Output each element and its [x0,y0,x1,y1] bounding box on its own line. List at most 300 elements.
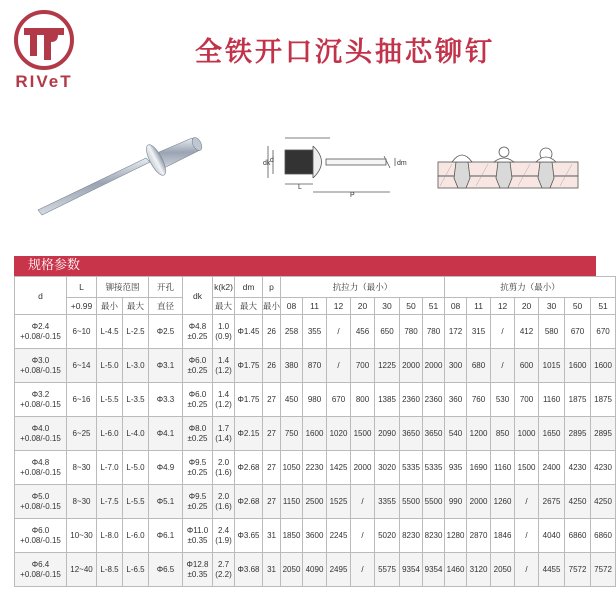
table-cell [565,383,591,417]
head-height-alt: (1.6) [215,467,232,477]
rivet-figures [0,118,600,228]
header-d: d [15,277,67,315]
table-cell [400,451,423,485]
table-cell [539,349,565,383]
page-title: 全铁开口沉头抽芯铆钉 [195,37,495,68]
table-cell [327,485,351,519]
diameter-tolerance: +0.08/-0.15 [20,365,61,375]
tensile-value: 1150 [282,496,301,506]
tensile-value: 980 [307,394,322,404]
table-cell [123,349,149,383]
brand-name: RIVeT [15,72,73,91]
table-cell [15,519,67,553]
head-height: 1.4 [217,389,230,399]
hole-diameter: Φ6.1 [156,530,175,540]
table-cell [491,315,515,349]
tensile-value: 700 [355,360,370,370]
head-height-alt: (1.2) [215,365,232,375]
shear-value: 1160 [542,394,561,404]
table-cell [97,315,123,349]
table-cell [591,417,616,451]
table-cell [183,553,213,587]
diagram-label-d: d [270,157,274,164]
hole-diameter: Φ4.1 [156,428,175,438]
table-cell [183,383,213,417]
table-cell [400,553,423,587]
head-height: 2.4 [217,525,230,535]
table-cell [303,383,327,417]
header-hole: 开孔 [149,277,183,298]
table-cell [515,519,539,553]
table-cell [235,553,263,587]
header-tensile: 抗拉力（最小） [281,277,445,298]
hole-diameter: Φ3.3 [156,394,175,404]
shear-value: 1600 [594,360,612,370]
grip-max: L-6.0 [126,530,145,540]
table-cell [67,451,97,485]
mandrel-diameter: Φ1.45 [237,326,260,336]
diameter-tolerance: +0.08/-0.15 [20,501,61,511]
table-cell [303,553,327,587]
shear-value: 600 [519,360,534,370]
tensile-value: 3355 [378,496,396,506]
shear-value: 1160 [493,462,512,472]
tensile-value: 5020 [378,530,396,540]
table-cell [149,417,183,451]
tensile-value: 8230 [424,530,443,540]
table-cell [539,417,565,451]
table-cell [467,553,491,587]
table-cell [565,519,591,553]
grip-max: L-3.5 [126,394,145,404]
table-cell [15,315,67,349]
shear-value: 1650 [542,428,561,438]
shear-value: 2895 [594,428,612,438]
tensile-value: 5335 [402,462,420,472]
table-cell [149,383,183,417]
head-tolerance: ±0.25 [187,399,208,409]
table-cell [263,485,281,519]
length-range: 6~25 [72,428,91,438]
shear-value: 7572 [568,564,587,574]
table-cell [467,485,491,519]
table-cell [491,519,515,553]
table-cell [591,553,616,587]
table-cell [445,485,467,519]
brand-logo [8,8,80,92]
table-cell [445,451,467,485]
tensile-value: 4090 [305,564,324,574]
table-cell [281,553,303,587]
tensile-value: 9354 [402,564,420,574]
table-cell [423,417,445,451]
tensile-value: / [337,360,340,370]
head-height-alt: (1.2) [215,399,232,409]
table-cell [149,451,183,485]
tensile-value: 1850 [282,530,301,540]
head-diameter: Φ11.0 [186,525,209,535]
table-cell [235,451,263,485]
subheader-cell: 08 [445,298,467,315]
table-cell [183,451,213,485]
tensile-value: 2360 [402,394,420,404]
mandrel-diameter: Φ3.68 [237,564,260,574]
shear-value: 680 [471,360,486,370]
table-row [15,349,616,383]
table-cell [327,315,351,349]
mandrel-length: 31 [267,530,276,540]
table-cell [327,417,351,451]
tensile-value: 1020 [329,428,348,438]
tensile-value: 2495 [329,564,348,574]
shear-value: 580 [544,326,559,336]
table-row [15,383,616,417]
subheader-cell: 50 [400,298,423,315]
table-row [15,451,616,485]
table-cell [351,383,375,417]
grip-min: L-6.0 [100,428,119,438]
tensile-value: 450 [284,394,299,404]
subheader-cell: 12 [327,298,351,315]
table-cell [213,519,235,553]
shear-value: 4455 [542,564,561,574]
table-cell [400,485,423,519]
head-tolerance: ±0.25 [187,433,208,443]
diameter-value: Φ4.8 [31,457,50,467]
tensile-value: 355 [307,326,322,336]
head-height: 1.4 [217,355,230,365]
shear-value: 1690 [469,462,488,472]
table-cell [123,315,149,349]
grip-min: L-5.5 [100,394,119,404]
table-cell [235,417,263,451]
shear-value: 1875 [568,394,587,404]
tensile-value: 3650 [402,428,420,438]
table-cell [123,519,149,553]
table-cell [183,315,213,349]
tensile-value: 800 [355,394,370,404]
shear-value: 172 [448,326,463,336]
table-cell [467,315,491,349]
diameter-tolerance: +0.08/-0.15 [20,467,61,477]
table-cell [375,417,400,451]
shear-value: / [501,326,504,336]
table-cell [123,417,149,451]
mandrel-length: 27 [267,428,276,438]
header-p: p [263,277,281,298]
table-cell [515,383,539,417]
shear-value: 1500 [517,462,536,472]
hole-diameter: Φ2.5 [156,326,175,336]
shear-value: / [525,496,528,506]
subheader-cell: 51 [591,298,616,315]
tensile-value: 780 [426,326,441,336]
table-cell [15,383,67,417]
subheader-cell: 最小 [263,298,281,315]
shear-value: 700 [519,394,534,404]
table-cell [423,349,445,383]
subheader-cell: 12 [491,298,515,315]
rivet-installation-diagram [438,147,578,188]
table-cell [515,485,539,519]
subheader-cell: 最小 [97,298,123,315]
table-cell [15,349,67,383]
table-row [15,315,616,349]
table-cell [303,349,327,383]
shear-value: 4230 [594,462,612,472]
mandrel-diameter: Φ1.75 [237,360,260,370]
tensile-value: 870 [307,360,322,370]
table-cell [235,485,263,519]
table-cell [67,315,97,349]
tensile-value: 2050 [282,564,301,574]
table-cell [67,553,97,587]
table-cell [213,383,235,417]
table-cell [423,519,445,553]
table-cell [67,349,97,383]
table-cell [351,349,375,383]
table-cell [67,417,97,451]
table-cell [123,485,149,519]
shear-value: 412 [519,326,534,336]
tensile-value: 2500 [305,496,324,506]
head-height-alt: (1.9) [215,535,232,545]
tensile-value: 3600 [305,530,324,540]
subheader-cell: 51 [423,298,445,315]
grip-min: L-7.0 [100,462,119,472]
table-cell [303,417,327,451]
tensile-value: 9354 [424,564,443,574]
head-height: 2.0 [217,457,230,467]
table-cell [423,315,445,349]
table-row [15,417,616,451]
spec-section-title: 规格参数 [14,256,596,276]
table-cell [467,417,491,451]
diameter-value: Φ4.0 [31,423,50,433]
diameter-value: Φ6.4 [31,559,50,569]
mandrel-length: 31 [267,564,276,574]
mandrel-length: 26 [267,326,276,336]
table-cell [423,485,445,519]
table-cell [565,315,591,349]
table-cell [263,417,281,451]
shear-value: 2675 [542,496,561,506]
subheader-cell: 最大 [213,298,235,315]
table-cell [123,451,149,485]
subheader-cell: 30 [539,298,565,315]
table-cell [123,383,149,417]
table-cell [423,383,445,417]
table-cell [263,383,281,417]
table-cell [183,519,213,553]
head-tolerance: ±0.25 [187,365,208,375]
table-cell [423,451,445,485]
table-cell [400,519,423,553]
table-row [15,485,616,519]
grip-max: L-6.5 [126,564,145,574]
shear-value: 670 [570,326,585,336]
tensile-value: / [337,326,340,336]
tensile-value: 8230 [402,530,420,540]
table-cell [491,451,515,485]
tensile-value: / [361,530,364,540]
table-cell [213,349,235,383]
head-height: 2.0 [217,491,230,501]
table-cell [375,553,400,587]
table-cell [149,315,183,349]
shear-value: 530 [495,394,510,404]
shear-value: / [501,360,504,370]
length-range: 8~30 [72,462,91,472]
head-height-alt: (2.2) [215,569,232,579]
shear-value: 2050 [493,564,512,574]
table-cell [351,417,375,451]
table-cell [183,417,213,451]
table-cell [351,485,375,519]
table-cell [565,553,591,587]
tensile-value: 780 [404,326,418,336]
table-cell [67,519,97,553]
table-cell [515,417,539,451]
diagram-label-dk: dk [263,160,271,167]
tensile-value: 750 [284,428,299,438]
table-cell [149,519,183,553]
shear-value: 2000 [469,496,488,506]
table-cell [515,349,539,383]
shear-value: 300 [448,360,463,370]
head-tolerance: ±0.25 [187,331,208,341]
table-cell [445,519,467,553]
mandrel-diameter: Φ2.15 [237,428,260,438]
table-cell [263,315,281,349]
shear-value: 3120 [469,564,488,574]
table-cell [213,553,235,587]
shear-value: 1280 [446,530,465,540]
tensile-value: 2245 [329,530,348,540]
table-cell [445,553,467,587]
table-cell [491,383,515,417]
shear-value: 6860 [568,530,587,540]
header-dk: dk [183,277,213,315]
head-diameter: Φ4.8 [188,321,207,331]
diameter-tolerance: +0.08/-0.15 [20,399,61,409]
tensile-value: 2230 [305,462,324,472]
shear-value: 1000 [517,428,536,438]
table-cell [149,349,183,383]
tensile-value: 1425 [329,462,348,472]
diameter-tolerance: +0.08/-0.15 [20,331,61,341]
table-cell [97,349,123,383]
shear-value: 4040 [542,530,561,540]
shear-value: 670 [596,326,610,336]
tensile-value: 5500 [402,496,420,506]
tensile-value: 2360 [424,394,443,404]
subheader-cell: 最大 [123,298,149,315]
table-cell [281,315,303,349]
table-cell [303,519,327,553]
table-cell [591,315,616,349]
table-cell [213,485,235,519]
subheader-cell: +0.99 [67,298,97,315]
hole-diameter: Φ4.9 [156,462,175,472]
table-cell [375,315,400,349]
tensile-value: 5335 [424,462,443,472]
tensile-value: 1500 [353,428,372,438]
diagram-label-dm: dm [397,160,407,167]
header-k: k(k2) [213,277,235,298]
shear-value: 1460 [446,564,465,574]
shear-value: 540 [448,428,463,438]
head-diameter: Φ9.5 [188,457,207,467]
diameter-value: Φ3.2 [31,389,50,399]
spec-table-section [14,256,612,587]
table-cell [565,417,591,451]
table-cell [467,519,491,553]
table-cell [491,349,515,383]
table-cell [467,383,491,417]
shear-value: 4250 [594,496,612,506]
rivet-technical-drawing [268,138,395,192]
shear-value: 1200 [469,428,488,438]
length-range: 8~30 [72,496,91,506]
tensile-value: 5575 [378,564,396,574]
table-cell [351,519,375,553]
diagram-label-P: P [350,192,355,199]
head-diameter: Φ6.0 [188,355,207,365]
head-height-alt: (1.6) [215,501,232,511]
table-cell [515,315,539,349]
table-cell [351,553,375,587]
shear-value: 4230 [568,462,587,472]
length-range: 10~30 [70,530,93,540]
table-cell [375,451,400,485]
mandrel-length: 27 [267,462,276,472]
length-range: 12~40 [70,564,93,574]
hole-diameter: Φ6.5 [156,564,175,574]
hole-diameter: Φ5.1 [156,496,175,506]
hole-diameter: Φ3.1 [156,360,175,370]
shear-value: 4250 [568,496,587,506]
table-cell [67,383,97,417]
subheader-cell: 直径 [149,298,183,315]
table-cell [565,349,591,383]
table-cell [491,485,515,519]
table-cell [445,315,467,349]
tensile-value: 1225 [378,360,396,370]
table-cell [539,315,565,349]
table-cell [539,451,565,485]
table-cell [400,349,423,383]
shear-value: 1846 [493,530,512,540]
shear-value: / [525,530,528,540]
subheader-cell: 20 [351,298,375,315]
head-tolerance: ±0.25 [187,501,208,511]
shear-value: / [525,564,528,574]
table-cell [281,349,303,383]
table-cell [213,451,235,485]
spec-table [14,276,616,587]
table-cell [263,451,281,485]
rivet-logo-icon [8,8,80,74]
table-cell [327,349,351,383]
head-diameter: Φ8.0 [188,423,207,433]
grip-max: L-5.5 [126,496,145,506]
head-height-alt: (0.9) [215,331,232,341]
head-diameter: Φ9.5 [188,491,207,501]
tensile-value: 5500 [424,496,443,506]
table-cell [445,383,467,417]
table-cell [400,383,423,417]
